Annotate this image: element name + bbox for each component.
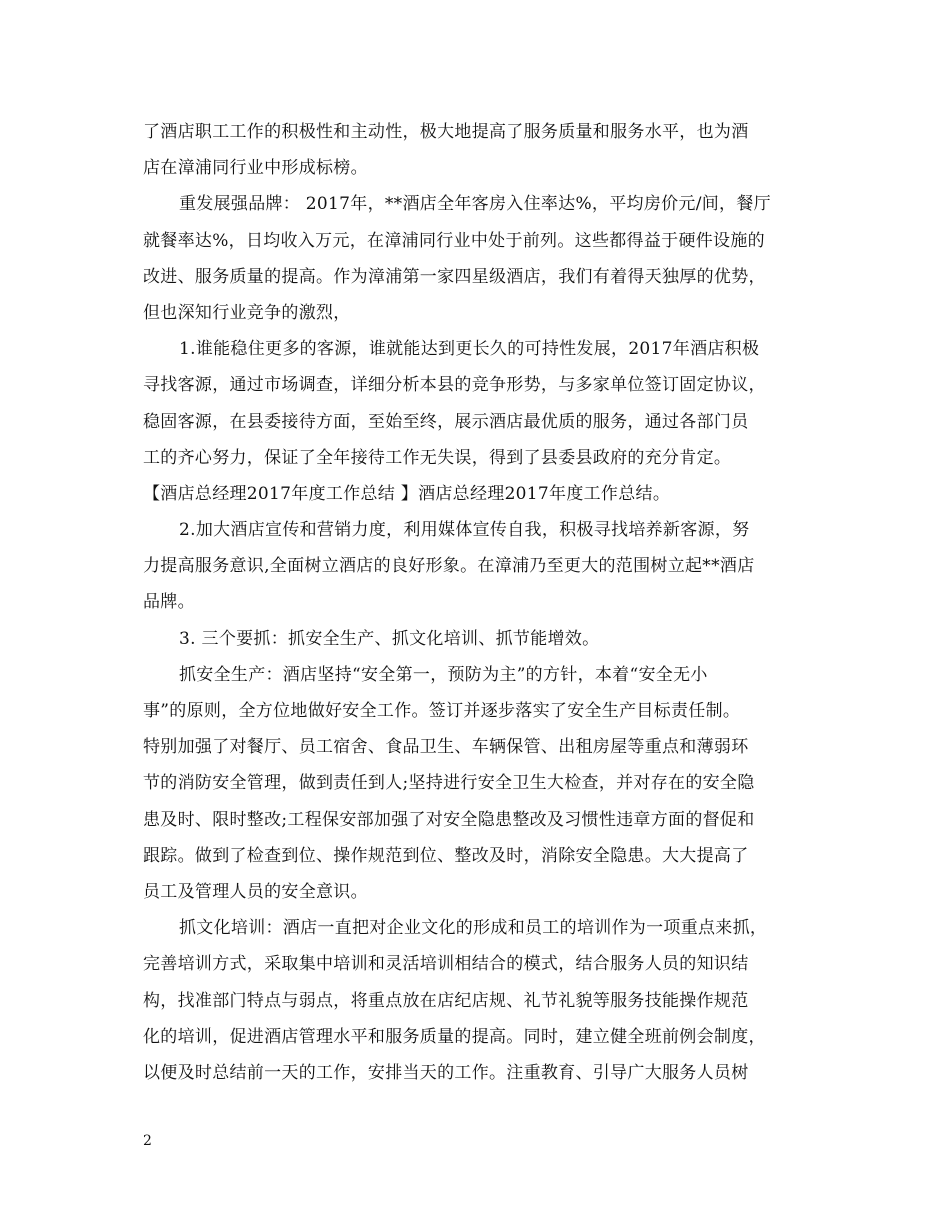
inline-title-line: 【酒店总经理2017年度工作总结 】酒店总经理2017年度工作总结。 xyxy=(143,483,671,504)
document-body xyxy=(143,114,811,1091)
paragraph-heading-line: 抓安全生产：酒店坚持“安全第一，预防为主”的方针，本着“安全无小 xyxy=(179,664,708,685)
numbered-item-line: 3. 三个要抓：抓安全生产、抓文化培训、抓节能增效。 xyxy=(179,628,600,649)
text-line: 品牌。 xyxy=(143,592,195,613)
text-line: 改进、服务质量的提高。作为漳浦第一家四星级酒店，我们有着得天独厚的优势， xyxy=(143,266,766,287)
numbered-item-line: 2.加大酒店宣传和营销力度，利用媒体宣传自我，积极寻找培养新客源，努 xyxy=(179,520,750,541)
text-line: 稳固客源，在县委接待方面，至始至终，展示酒店最优质的服务，通过各部门员 xyxy=(143,411,749,432)
text-line: 店在漳浦同行业中形成标榜。 xyxy=(143,158,368,179)
paragraph-heading-line: 抓文化培训：酒店一直把对企业文化的形成和员工的培训作为一项重点来抓， xyxy=(179,918,768,939)
text-line: 员工及管理人员的安全意识。 xyxy=(143,881,368,902)
text-line: 患及时、限时整改;工程保安部加强了对安全隐患整改及习惯性违章方面的督促和 xyxy=(143,809,755,830)
text-line: 特别加强了对餐厅、员工宿舍、食品卫生、车辆保管、出租房屋等重点和薄弱环 xyxy=(143,737,749,758)
numbered-item-line: 1.谁能稳住更多的客源，谁就能达到更长久的可持性发展，2017年酒店积极 xyxy=(179,339,760,360)
text-line: 工的齐心努力，保证了全年接待工作无失误，得到了县委县政府的充分肯定。 xyxy=(143,447,732,468)
text-line: 构，找准部门特点与弱点，将重点放在店纪店规、礼节礼貌等服务技能操作规范 xyxy=(143,990,749,1011)
text-line: 事”的原则，全方位地做好安全工作。签订并逐步落实了安全生产目标责任制。 xyxy=(143,701,741,721)
text-line: 以便及时总结前一天的工作，安排当天的工作。注重教育、引导广大服务人员树 xyxy=(143,1062,749,1083)
text-line: 节的消防安全管理，做到责任到人;坚持进行安全卫生大检查，并对存在的安全隐 xyxy=(143,773,755,794)
text-line: 跟踪。做到了检查到位、操作规范到位、整改及时，消除安全隐患。大大提高了 xyxy=(143,845,749,866)
text-line: 完善培训方式，采取集中培训和灵活培训相结合的模式，结合服务人员的知识结 xyxy=(143,954,749,975)
text-line: 就餐率达%，日均收入万元，在漳浦同行业中处于前列。这些都得益于硬件设施的 xyxy=(143,230,765,251)
text-line: 力提高服务意识,全面树立酒店的良好形象。在漳浦乃至更大的范围树立起**酒店 xyxy=(143,556,755,577)
text-line: 化的培训，促进酒店管理水平和服务质量的提高。同时，建立健全班前例会制度， xyxy=(143,1026,766,1047)
text-line: 了酒店职工工作的积极性和主动性，极大地提高了服务质量和服务水平，也为酒 xyxy=(143,122,749,142)
page-number: 2 xyxy=(143,1133,152,1149)
text-line: 寻找客源，通过市场调查，详细分析本县的竞争形势，与多家单位签订固定协议， xyxy=(143,375,766,396)
text-line: 但也深知行业竞争的激烈， xyxy=(143,302,351,323)
paragraph-heading-line: 重发展强品牌： 2017年，**酒店全年客房入住率达%，平均房价元/间，餐厅 xyxy=(179,194,771,215)
